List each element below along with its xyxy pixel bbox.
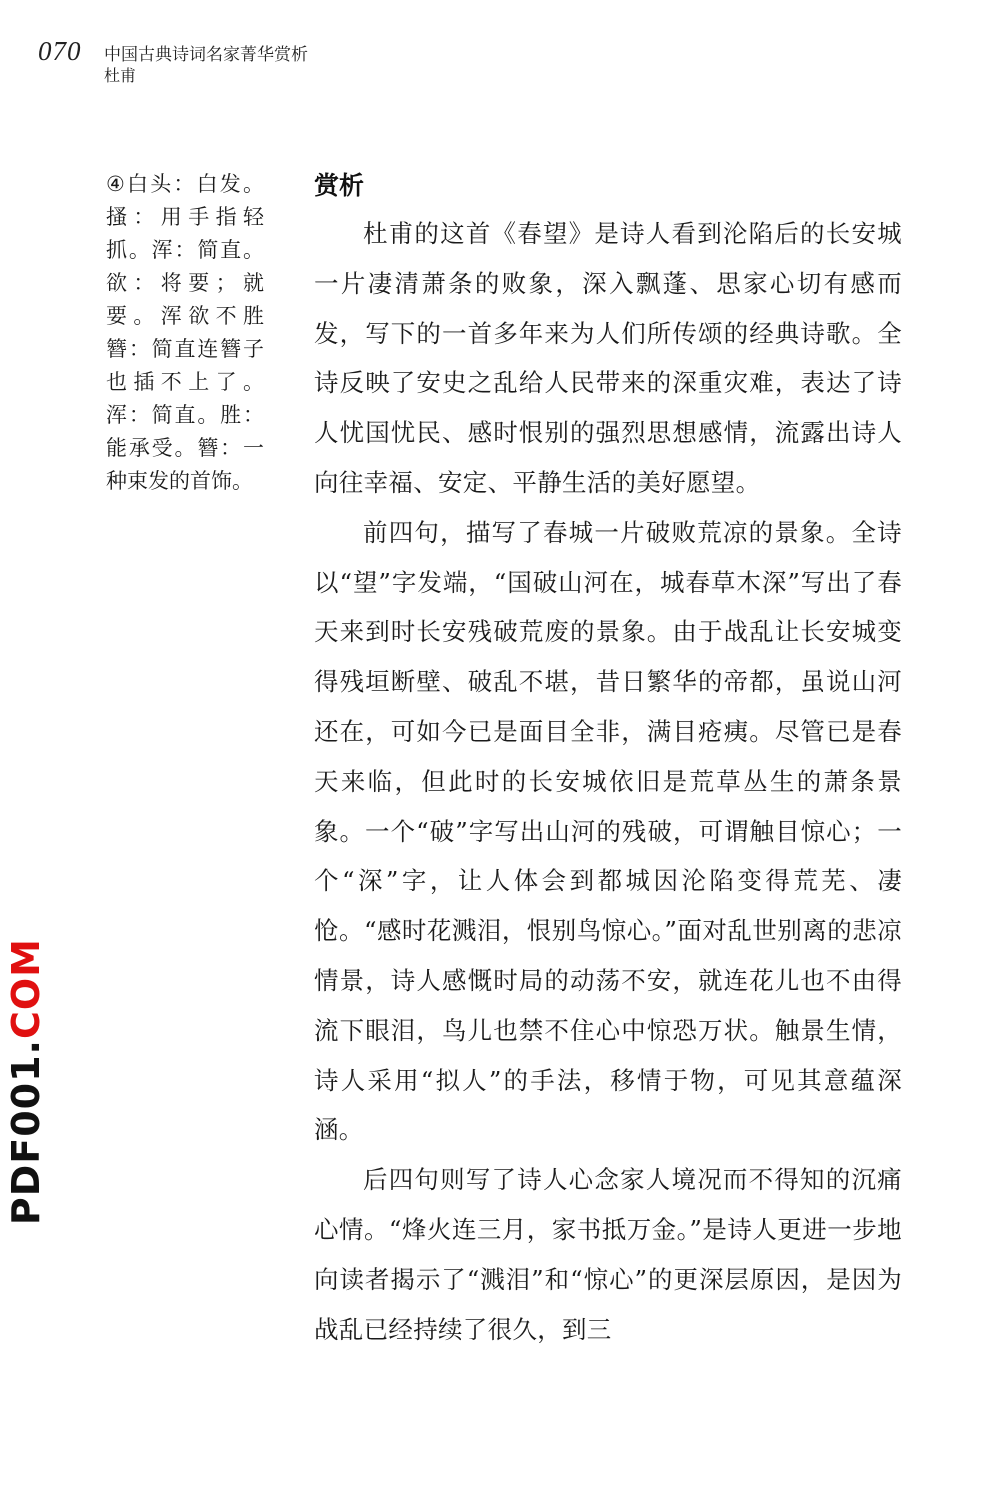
paragraph-1: 杜甫的这首《春望》是诗人看到沦陷后的长安城一片凄清萧条的败象，深入飘蓬、思家心切有感而发，写下的一首多年来为人们所传颂的经典诗歌。全诗反映了安史之乱给人民带来的深重灾难，表达了诗人忧国忧民、感时恨别的强烈思想感情，流露出诗人向往幸福、安定、平静生活的美好愿望。 bbox=[314, 219, 902, 497]
watermark-main: PDF001. bbox=[4, 1039, 48, 1226]
section-title: 赏析 bbox=[314, 171, 365, 200]
paragraph-3: 后四句则写了诗人心念家人境况而不得知的沉痛心情。“烽火连三月，家书抵万金。”是诗人更进一步地向读者揭示了“溅泪”和“惊心”的更深层原因，是因为战乱已经持续了很久，到三 bbox=[314, 1165, 902, 1344]
note-text: 白头：白发。搔：用手指轻抓。浑：简直。欲：将要；就要。浑欲不胜簪：简直连簪子也插不上了。浑：简直。胜：能承受。簪：一种束发的首饰。 bbox=[106, 172, 264, 493]
appreciation-body bbox=[314, 209, 902, 1354]
watermark-accent: COM bbox=[4, 938, 48, 1040]
side-annotation bbox=[106, 168, 264, 498]
author-name: 杜甫 bbox=[104, 66, 137, 85]
note-marker: ④ bbox=[106, 172, 125, 196]
page-number: 070 bbox=[38, 36, 82, 66]
watermark bbox=[6, 938, 46, 1225]
book-title: 中国古典诗词名家菁华赏析 bbox=[104, 45, 308, 65]
paragraph-2: 前四句，描写了春城一片破败荒凉的景象。全诗以“望”字发端，“国破山河在，城春草木深”写出了春天来到时长安残破荒废的景象。由于战乱让长安城变得残垣断壁、破乱不堪，昔日繁华的帝都，虽说山河还在，可如今已是面目全非，满目疮痍。尽管已是春天来临，但此时的长安城依旧是荒草丛生的萧条景象。一个“破”字写出山河的残破，可谓触目惊心；一个“深”字，让人体会到都城因沦陷变得荒芜、凄怆。“感时花溅泪，恨别鸟惊心。”面对乱世别离的悲凉情景，诗人感慨时局的动荡不安，就连花儿也不由得流下眼泪，鸟儿也禁不住心中惊恐万状。触景生情，诗人采用“拟人”的手法，移情于物，可见其意蕴深涵。 bbox=[314, 517, 902, 1145]
